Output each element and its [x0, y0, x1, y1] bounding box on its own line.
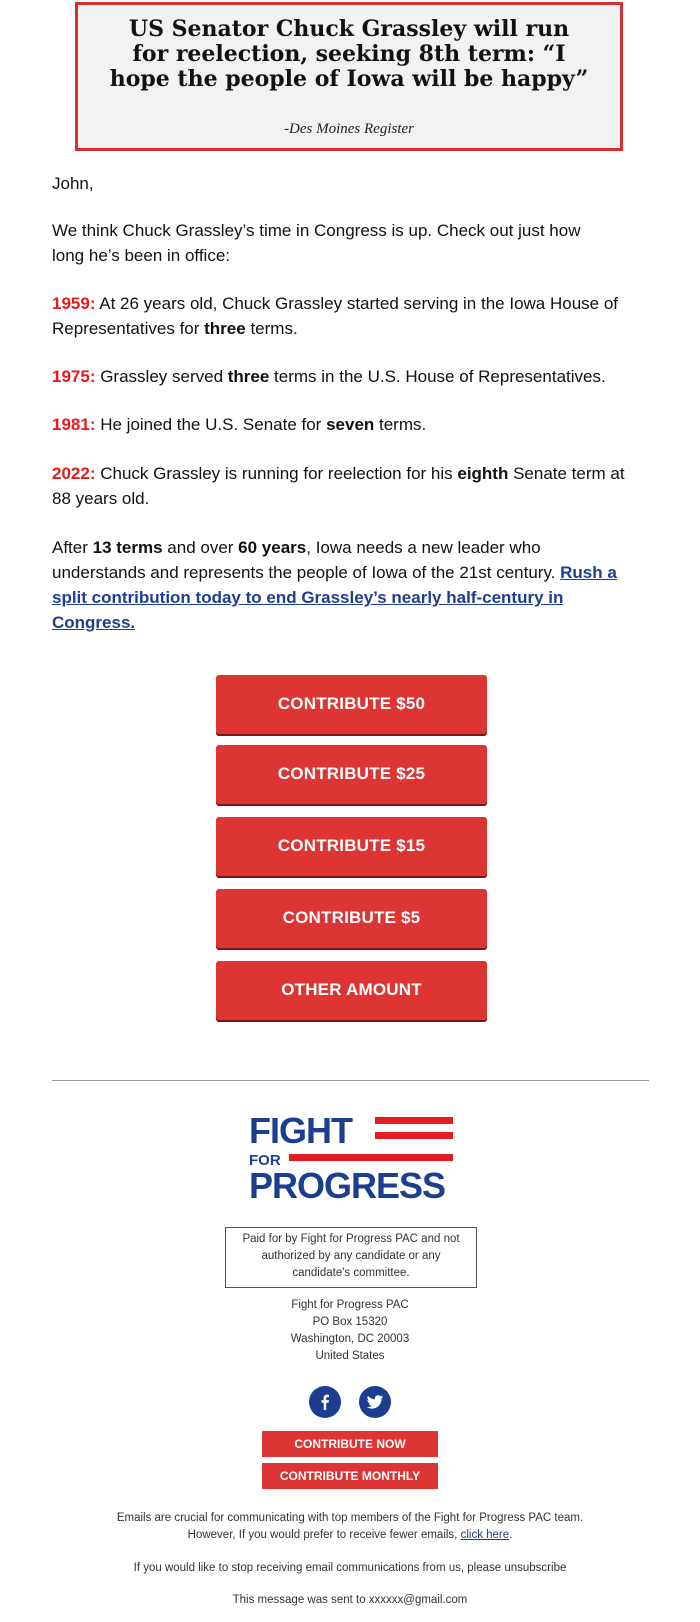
quote-box: [75, 2, 623, 151]
contribute-50-button[interactable]: CONTRIBUTE $50: [216, 675, 487, 734]
timeline-item-2022: 2022: Chuck Grassley is running for reelection for his eighth Senate term at 88 years old.: [52, 464, 625, 508]
intro-paragraph: We think Chuck Grassley’s time in Congress is up. Check out just how long he’s been in office:: [52, 221, 581, 265]
contribute-monthly-button[interactable]: CONTRIBUTE MONTHLY: [262, 1463, 438, 1489]
address-line: United States: [315, 1350, 385, 1362]
contribute-now-button[interactable]: CONTRIBUTE NOW: [262, 1431, 438, 1457]
timeline-year: 1981:: [52, 415, 96, 434]
footer-sent-to: This message was sent to xxxxxx@gmail.com: [232, 1594, 468, 1606]
timeline-item-1981: 1981: He joined the U.S. Senate for seven terms.: [52, 415, 427, 434]
contribute-15-button[interactable]: CONTRIBUTE $15: [216, 817, 487, 876]
contribute-5-button[interactable]: CONTRIBUTE $5: [216, 889, 487, 948]
fight-for-progress-logo: FIGHT FOR PROGRESS: [249, 1113, 454, 1205]
timeline-year: 1959:: [52, 294, 96, 313]
address-line: Fight for Progress PAC: [291, 1299, 409, 1311]
address-line: PO Box 15320: [312, 1316, 388, 1328]
timeline-year: 1975:: [52, 367, 96, 386]
other-amount-button[interactable]: OTHER AMOUNT: [216, 961, 487, 1020]
divider: [52, 1080, 649, 1081]
quote-source: -Des Moines Register: [284, 121, 414, 137]
logo-stripe: [289, 1154, 453, 1161]
logo-stripe: [375, 1132, 453, 1139]
contribute-link[interactable]: Rush a split contribution today to end Grassley’s nearly half-century in Congress.: [52, 563, 617, 632]
closing-paragraph: After 13 terms and over 60 years, Iowa needs a new leader who understands and represents the people of Iowa of the 21st century. Rush a split contribution today to end Grassley’s nearly half-century in Congress.: [52, 538, 617, 632]
contribute-25-button[interactable]: CONTRIBUTE $25: [216, 745, 487, 804]
footer-emails-line1: Emails are crucial for communicating with top members of the Fight for Progress PAC team.: [116, 1512, 584, 1524]
timeline-item-1959: 1959: At 26 years old, Chuck Grassley started serving in the Iowa House of Representatives for three terms.: [52, 294, 619, 338]
facebook-icon[interactable]: [309, 1386, 341, 1418]
fewer-emails-link[interactable]: click here: [460, 1529, 510, 1541]
paid-for-disclaimer: Paid for by Fight for Progress PAC and not authorized by any candidate or any candidate's committee.: [225, 1227, 477, 1288]
footer-emails-line2: However, If you would prefer to receive fewer emails, click here.: [187, 1529, 513, 1541]
twitter-icon[interactable]: [359, 1386, 391, 1418]
quote-headline: US Senator Chuck Grassley will run for reelection, seeking 8th term: “I hope the people of Iowa will be happy”: [109, 16, 589, 92]
footer-unsubscribe[interactable]: If you would like to stop receiving email communications from us, please unsubscribe: [133, 1562, 567, 1574]
logo-stripe: [375, 1117, 453, 1124]
timeline-item-1975: 1975: Grassley served three terms in the U.S. House of Representatives.: [52, 367, 606, 386]
address-line: Washington, DC 20003: [290, 1333, 410, 1345]
greeting: John,: [52, 174, 94, 193]
timeline-year: 2022:: [52, 464, 96, 483]
